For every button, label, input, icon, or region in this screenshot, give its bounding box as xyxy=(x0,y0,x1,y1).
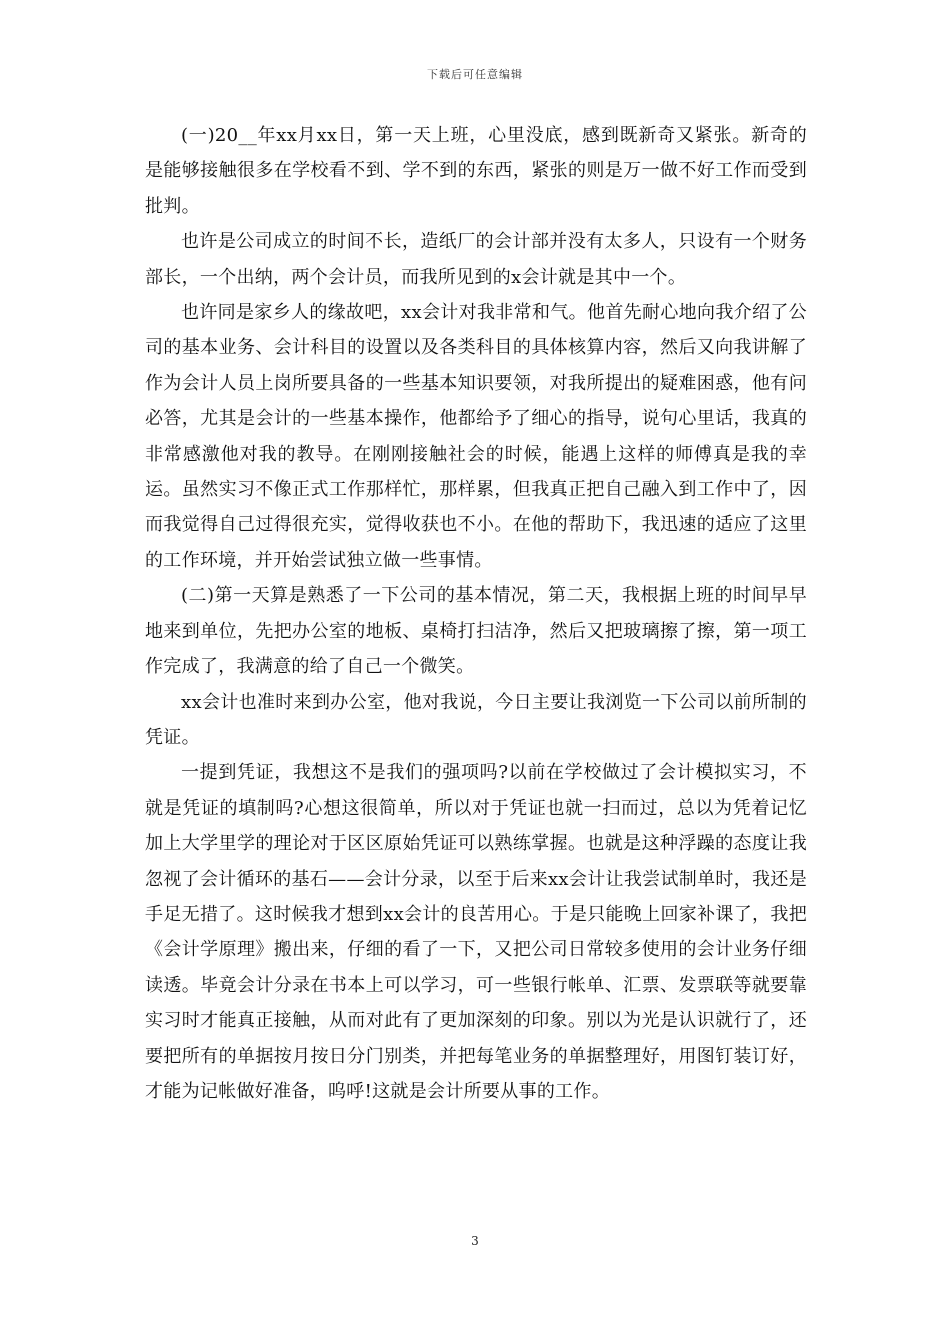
paragraph-2: 也许是公司成立的时间不长，造纸厂的会计部并没有太多人，只设有一个财务部长，一个出纳，两个会计员，而我所见到的x会计就是其中一个。 xyxy=(145,231,807,288)
paragraph-1: (一)20__年xx月xx日，第一天上班，心里没底，感到既新奇又紧张。新奇的是能够接触很多在学校看不到、学不到的东西，紧张的则是万一做不好工作而受到批判。 xyxy=(145,125,807,217)
paragraph-3: 也许同是家乡人的缘故吧，xx会计对我非常和气。他首先耐心地向我介绍了公司的基本业务、会计科目的设置以及各类科目的具体核算内容，然后又向我讲解了作为会计人员上岗所要具备的一些基本知识要领，对我所提出的疑难困惑，他有问必答，尤其是会计的一些基本操作，他都给予了细心的指导，说句心里话，我真的非常感激他对我的教导。在刚刚接触社会的时候，能遇上这样的师傅真是我的幸运。虽然实习不像正式工作那样忙，那样累，但我真正把自己融入到工作中了，因而我觉得自己过得很充实，觉得收获也不小。在他的帮助下，我迅速的适应了这里的工作环境，并开始尝试独立做一些事情。 xyxy=(145,302,807,571)
page-number: 3 xyxy=(471,1234,479,1248)
paragraph-4: (二)第一天算是熟悉了一下公司的基本情况，第二天，我根据上班的时间早早地来到单位，先把办公室的地板、桌椅打扫洁净，然后又把玻璃擦了擦，第一项工作完成了，我满意的给了自己一个微笑。 xyxy=(145,585,807,678)
paragraph-5: xx会计也准时来到办公室，他对我说，今日主要让我浏览一下公司以前所制的凭证。 xyxy=(145,691,807,748)
document-body xyxy=(145,118,807,1109)
paragraph-6: 一提到凭证，我想这不是我们的强项吗?以前在学校做过了会计模拟实习，不就是凭证的填制吗?心想这很简单，所以对于凭证也就一扫而过，总以为凭着记忆加上大学里学的理论对于区区原始凭证可以熟练掌握。也就是这种浮躁的态度让我忽视了会计循环的基石——会计分录，以至于后来xx会计让我尝试制单时，我还是手足无措了。这时候我才想到xx会计的良苦用心。于是只能晚上回家补课了，我把《会计学原理》搬出来，仔细的看了一下，又把公司日常较多使用的会计业务仔细读透。毕竟会计分录在书本上可以学习，可一些银行帐单、汇票、发票联等就要靠实习时才能真正接触，从而对此有了更加深刻的印象。别以为光是认识就行了，还要把所有的单据按月按日分门别类，并把每笔业务的单据整理好，用图钉装订好，才能为记帐做好准备，呜呼!这就是会计所要从事的工作。 xyxy=(145,762,807,1102)
header-note: 下载后可任意编辑 xyxy=(427,68,523,81)
